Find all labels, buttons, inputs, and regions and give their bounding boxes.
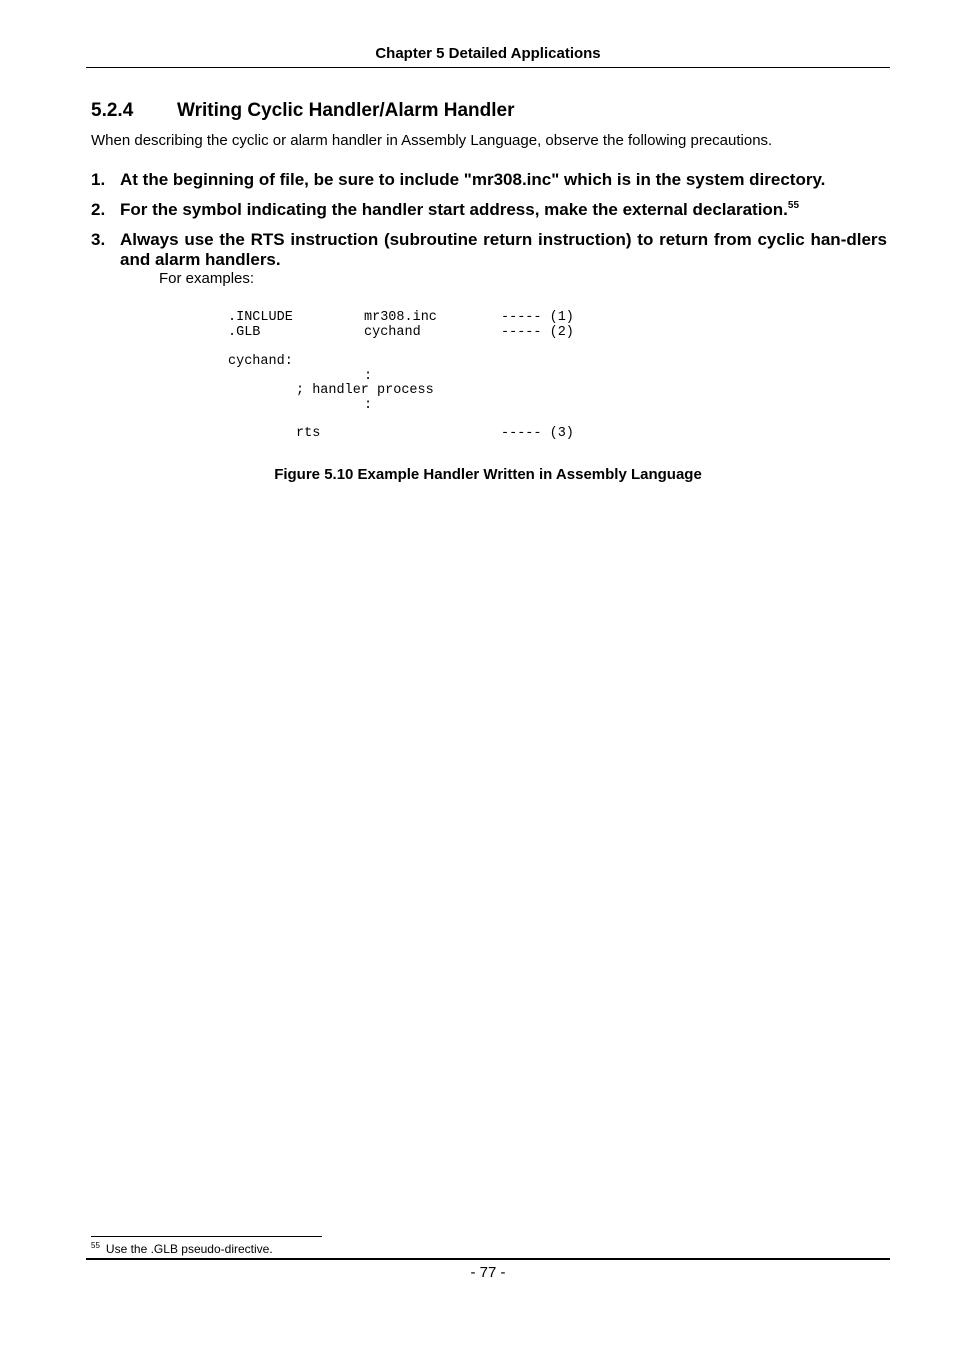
item-number: 2. (91, 200, 106, 219)
footnote-number: 55 (91, 1241, 100, 1250)
code-comment: ; handler process (296, 383, 434, 398)
code-rts-mark: ----- (3) (501, 426, 574, 441)
footnote-reference: 55 (787, 200, 800, 211)
code-label: cychand: (228, 354, 293, 369)
code-include-mark: ----- (1) (501, 310, 574, 325)
precaution-item-2 (91, 200, 887, 220)
code-ellipsis-top: : (364, 369, 373, 384)
code-glb-mark: ----- (2) (501, 325, 574, 340)
chapter-header: Chapter 5 Detailed Applications (375, 45, 601, 62)
item-number: 3. (91, 230, 106, 249)
footnote (91, 1242, 273, 1256)
precaution-item-3 (91, 230, 887, 270)
section-title: Writing Cyclic Handler/Alarm Handler (177, 100, 515, 121)
code-include-directive: .INCLUDE (228, 310, 293, 325)
precaution-item-1 (91, 170, 887, 190)
section-intro: When describing the cyclic or alarm handler in Assembly Language, observe the following precautions. (91, 132, 773, 149)
footnote-text: Use the .GLB pseudo-directive. (105, 1242, 273, 1256)
section-number: 5.2.4 (91, 100, 134, 121)
item-number: 1. (91, 170, 106, 189)
code-glb-arg: cychand (364, 325, 421, 340)
page-number: - 77 - (470, 1264, 506, 1281)
code-include-arg: mr308.inc (364, 310, 437, 325)
item-text: For the symbol indicating the handler start address, make the external declaration. (120, 200, 788, 219)
header-divider (86, 67, 890, 68)
item-text: Always use the RTS instruction (subroutine return instruction) to return from cyclic han-dlers and alarm handlers. (120, 230, 887, 269)
footnote-divider (91, 1236, 322, 1237)
footer-divider (86, 1258, 890, 1260)
code-rts: rts (296, 426, 321, 441)
figure-caption: Figure 5.10 Example Handler Written in Assembly Language (274, 466, 702, 483)
item-text: At the beginning of file, be sure to include "mr308.inc" which is in the system directory. (120, 170, 826, 189)
examples-label: For examples: (159, 270, 255, 287)
code-ellipsis-bottom: : (364, 398, 373, 413)
code-glb-directive: .GLB (228, 325, 261, 340)
section-heading (91, 100, 515, 122)
